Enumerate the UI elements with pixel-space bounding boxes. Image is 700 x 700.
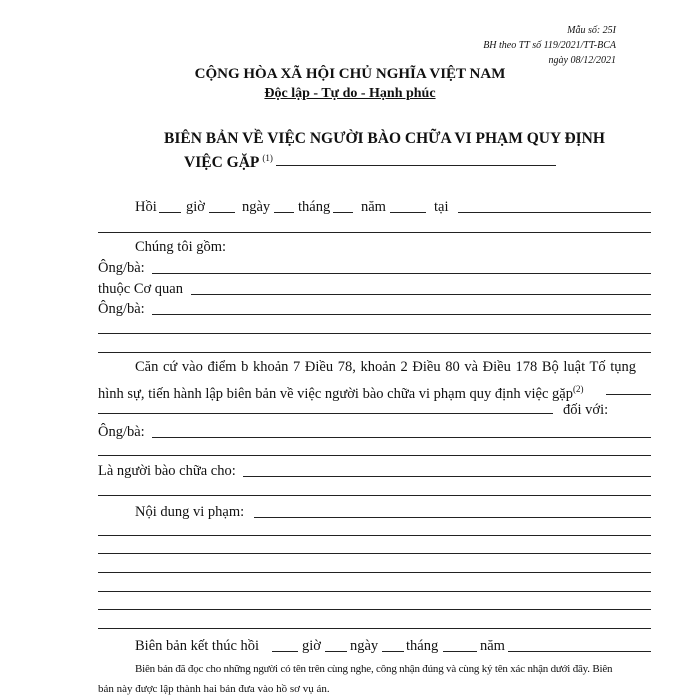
defended-line-2[interactable] (98, 495, 651, 496)
closing-ngay-field[interactable] (382, 651, 404, 652)
basis-line2-wrap (98, 380, 584, 403)
closing-end-text: Biên bản kết thúc hồi (135, 638, 260, 654)
issued-date: ngày 08/12/2021 (548, 55, 616, 66)
hoi-field[interactable] (159, 212, 181, 213)
defended-field[interactable] (243, 476, 651, 477)
person2-line-2[interactable] (98, 333, 651, 334)
title-note-ref: (1) (262, 153, 273, 163)
form-number: Mẫu số: 25I (567, 25, 616, 36)
gio-field[interactable] (209, 212, 235, 213)
violation-line-7[interactable] (98, 628, 651, 629)
label-ngay: ngày (242, 199, 271, 215)
label-gio: giờ (186, 199, 205, 215)
closing-label-gio: giờ (302, 638, 321, 654)
document-title-line2 (184, 153, 273, 172)
tai-field[interactable] (458, 212, 651, 213)
violation-line-2[interactable] (98, 535, 651, 536)
title-fill-line (276, 165, 556, 166)
document-title: BIÊN BẢN VỀ VIỆC NGƯỜI BÀO CHỮA VI PHẠM QUY ĐỊNH (164, 130, 605, 147)
label-tai: tại (434, 199, 449, 215)
nation-title: CỘNG HÒA XÃ HỘI CHỦ NGHĨA VIỆT NAM (194, 66, 506, 82)
motto (0, 86, 700, 102)
closing-gio-field[interactable] (325, 651, 347, 652)
label-person1: Ông/bà: (98, 260, 145, 276)
violation-field[interactable] (254, 517, 651, 518)
title-line2-text: VIỆC GẶP (184, 154, 259, 172)
violation-label: Nội dung vi phạm: (135, 504, 245, 520)
motto-text: Độc lập - Tự do - Hạnh phúc (264, 86, 436, 101)
label-person2: Ông/bà: (98, 301, 145, 317)
violation-line-4[interactable] (98, 572, 651, 573)
ngay-field[interactable] (274, 212, 294, 213)
label-doi-voi: đối với: (563, 402, 609, 418)
form-number-block (483, 23, 616, 68)
violation-line-5[interactable] (98, 591, 651, 592)
label-hoi: Hồi (135, 199, 157, 215)
basis-note-ref: (2) (573, 384, 584, 394)
label-nam: năm (361, 199, 386, 215)
closing-nam-field[interactable] (508, 651, 651, 652)
participants-intro: Chúng tôi gồm: (135, 239, 227, 255)
closing-label-ngay: ngày (350, 638, 379, 654)
issued-by: BH theo TT số 119/2021/TT-BCA (483, 40, 616, 51)
nam-field[interactable] (390, 212, 426, 213)
basis-person-field[interactable] (152, 437, 651, 438)
basis-person-line-2[interactable] (98, 455, 651, 456)
label-basis-person: Ông/bà: (98, 424, 145, 440)
person2-field[interactable] (152, 314, 651, 315)
label-thang: tháng (298, 199, 331, 215)
basis-line2: hình sự, tiến hành lập biên bản về việc người bào chữa vi phạm quy định việc gặp (98, 385, 573, 402)
basis-fill-line-2[interactable] (98, 413, 553, 414)
violation-line-3[interactable] (98, 553, 651, 554)
label-agency: thuộc Cơ quan (98, 281, 183, 297)
basis-line1: Căn cứ vào điểm b khoản 7 Điều 78, khoản 2 Điều 80 và Điều 178 Bộ luật Tố tụng (135, 359, 636, 375)
violation-line-6[interactable] (98, 609, 651, 610)
thang-field[interactable] (333, 212, 353, 213)
closing-label-thang: tháng (406, 638, 439, 654)
closing-note-line1: Biên bản đã đọc cho những người có tên trên cùng nghe, công nhận đúng và cùng ký tên xác nhận dưới đây. Biên (135, 663, 613, 675)
agency-field[interactable] (191, 294, 651, 295)
person2-line-3[interactable] (98, 352, 651, 353)
closing-note-line2: bản này được lập thành hai bản đưa vào hồ sơ vụ án. (98, 683, 330, 695)
person1-field[interactable] (152, 273, 651, 274)
closing-thang-field[interactable] (443, 651, 477, 652)
closing-label-nam: năm (480, 638, 505, 654)
place-line-2[interactable] (98, 232, 651, 233)
basis-fill-line[interactable] (606, 394, 651, 395)
closing-hoi-field[interactable] (272, 651, 298, 652)
label-defended: Là người bào chữa cho: (98, 463, 236, 479)
